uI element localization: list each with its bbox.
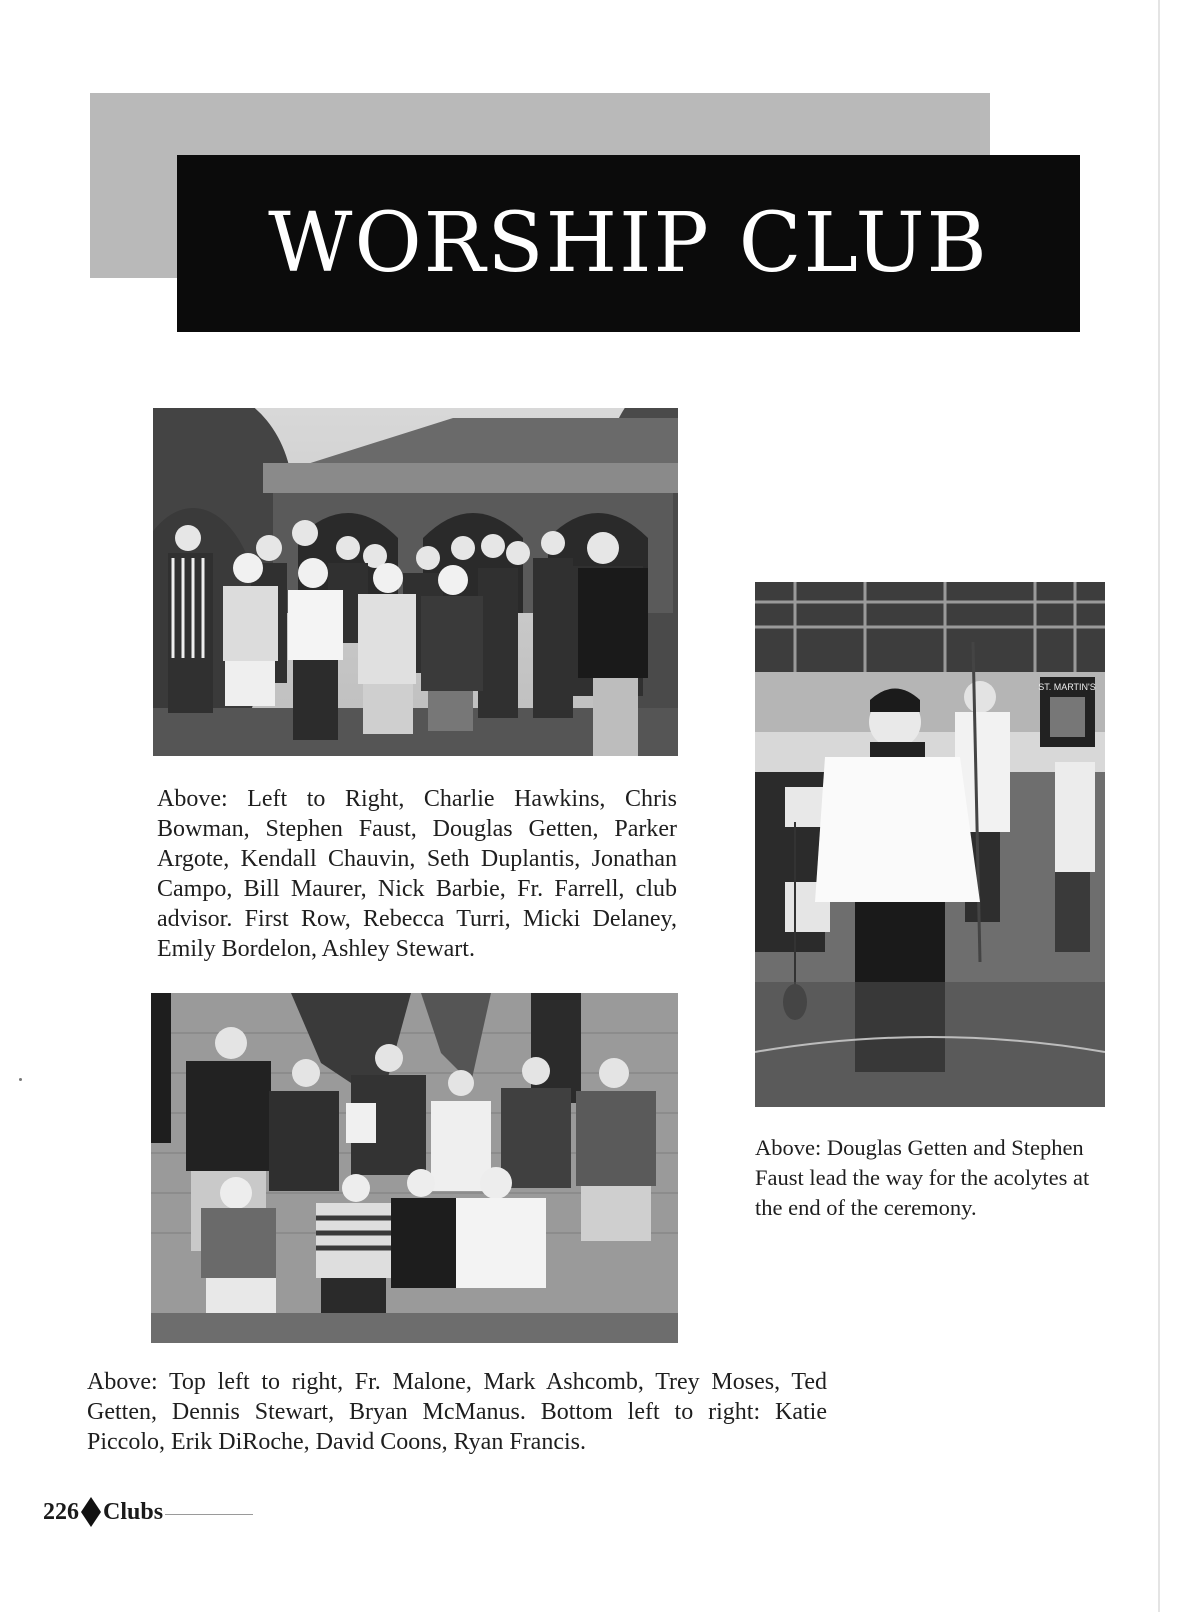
section-name: Clubs [103,1498,164,1525]
club-photo [151,993,678,1343]
procession-photo-caption: Above: Douglas Getten and Stephen Faust lead the way for the acolytes at the end of the ceremony. [755,1135,1090,1220]
sign-text: ST. MARTIN'S [1038,682,1096,692]
stray-mark [19,1078,22,1081]
diamond-icon [81,1497,101,1527]
footer-rule [165,1514,253,1515]
club-photo-caption: Above: Top left to right, Fr. Malone, Mark Ashcomb, Trey Moses, Ted Getten, Dennis Stewart, Bryan McManus. Bottom left to right: Katie Piccolo, Erik DiRoche, David Coons, Ryan Francis. [87,1369,827,1455]
page-footer [43,1492,253,1532]
page-edge [1158,0,1160,1612]
page-number: 226 [43,1498,79,1525]
group-photo-image [153,408,678,756]
group-photo-caption: Above: Left to Right, Charlie Hawkins, Chris Bowman, Stephen Faust, Douglas Getten, Parker Argote, Kendall Chauvin, Seth Duplantis, Jonathan Campo, Bill Maurer, Nick Barbie, Fr. Farrell, club advisor. First Row, Rebecca Turri, Micki Delaney, Emily Bordelon, Ashley Stewart. [157,786,677,962]
procession-photo-image [755,582,1105,1107]
club-photo-image [151,993,678,1343]
title-banner [177,155,1080,332]
procession-photo [755,582,1105,1107]
page-title: WORSHIP CLUB [268,195,989,291]
group-photo [153,408,678,756]
